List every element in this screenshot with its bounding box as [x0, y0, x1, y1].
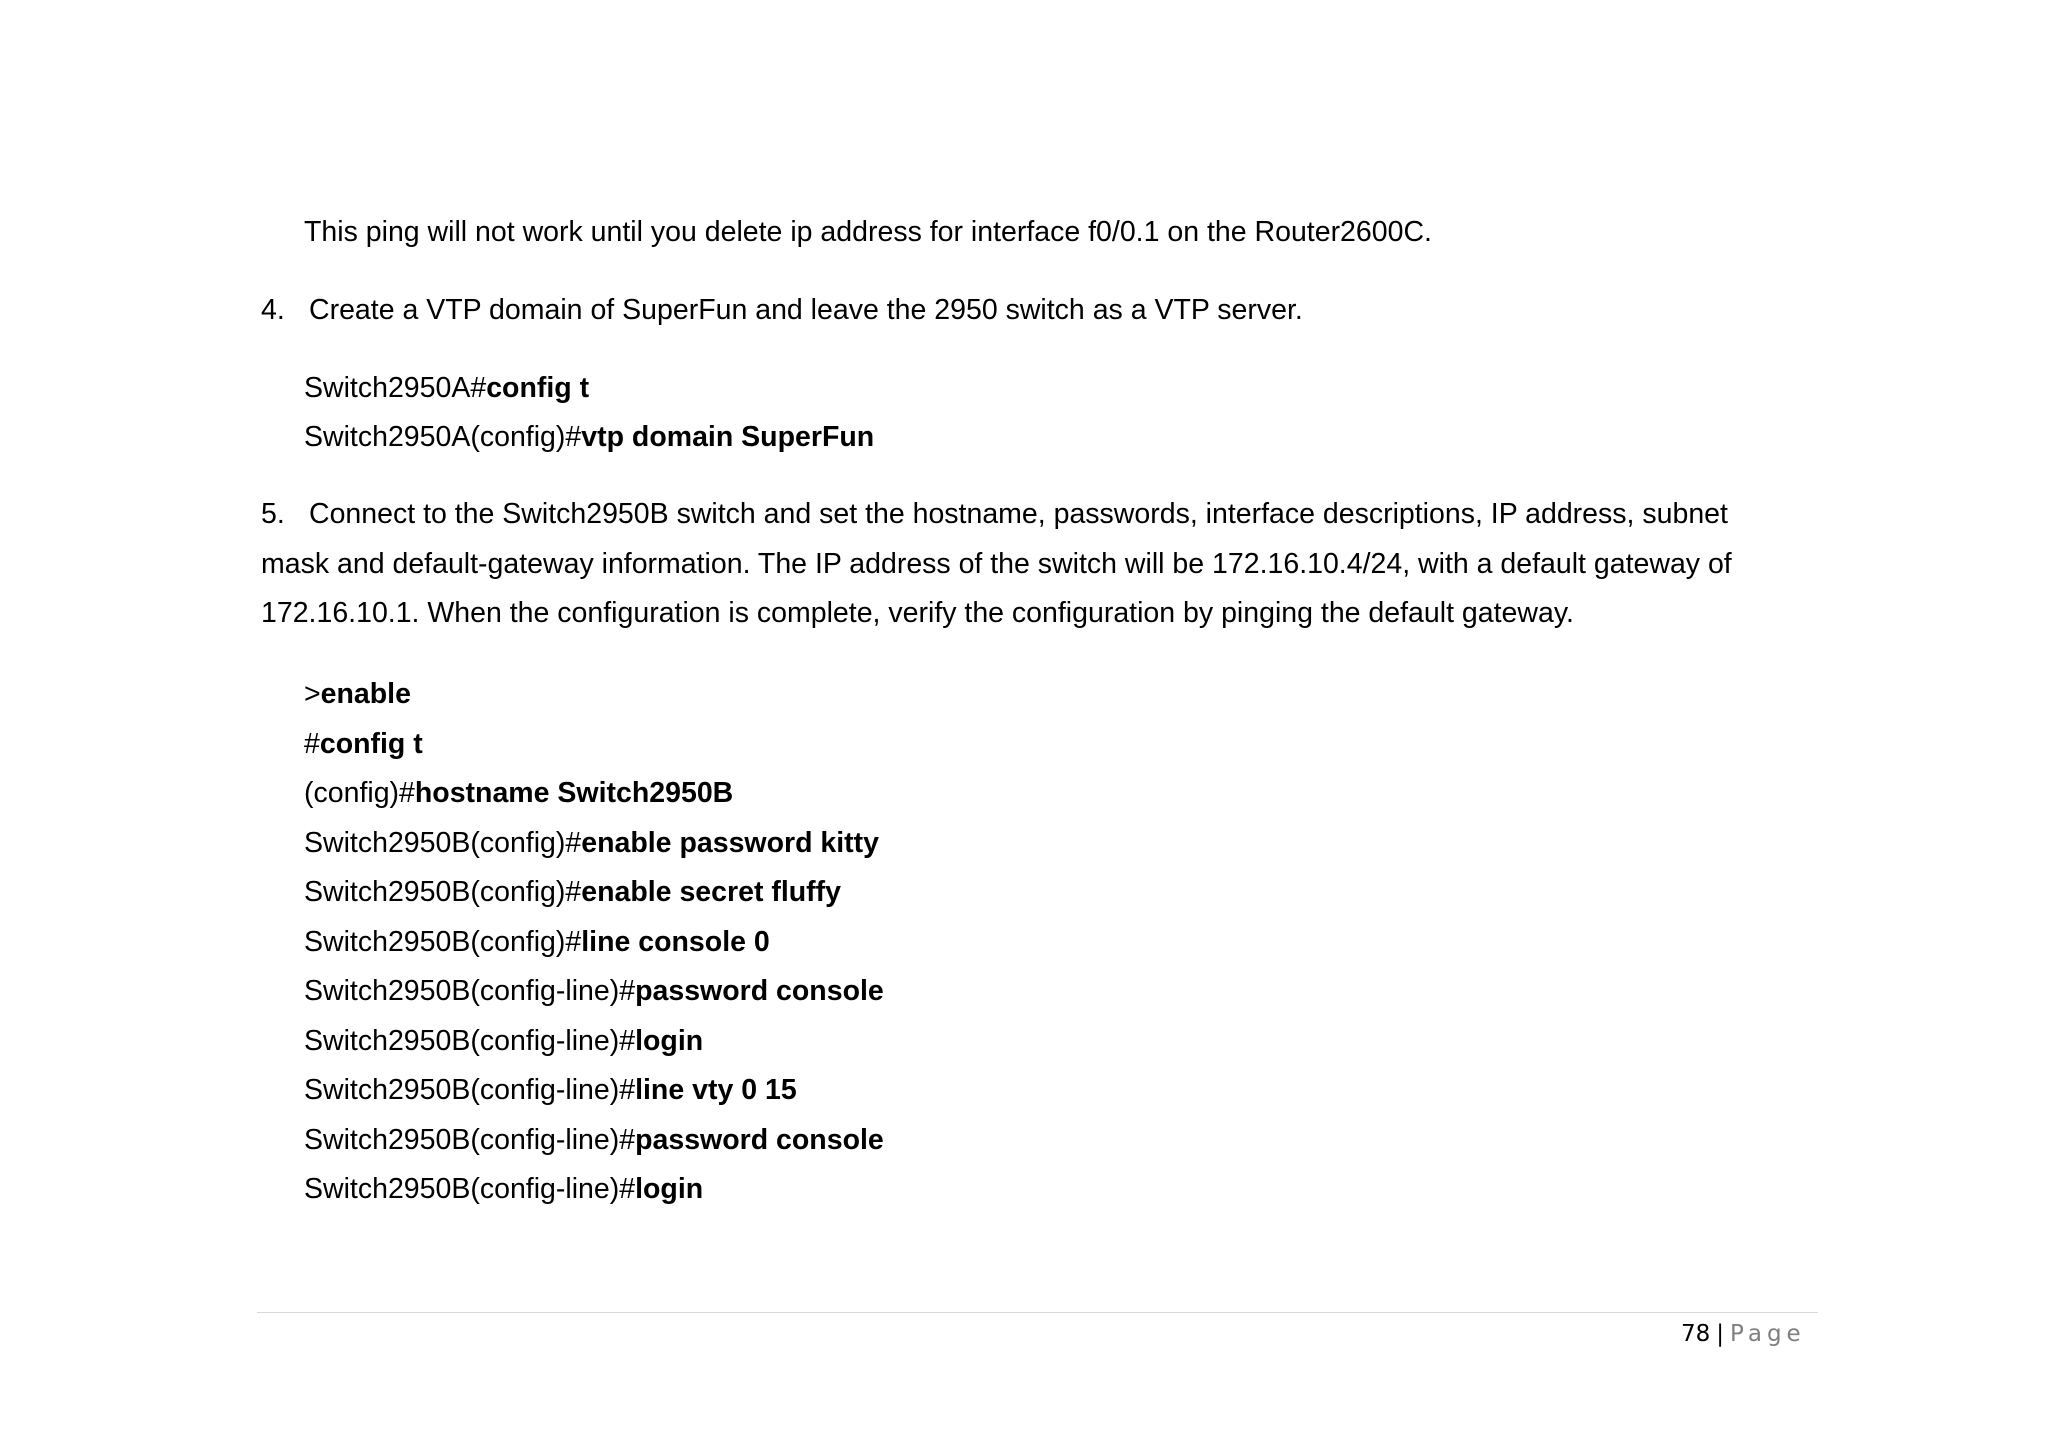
command-text: login — [635, 1173, 704, 1205]
step-5-number: 5. — [261, 498, 285, 530]
command-text: line vty 0 15 — [635, 1074, 797, 1106]
command-line — [304, 825, 879, 861]
command-line — [304, 874, 841, 910]
command-prompt: # — [304, 728, 320, 760]
command-line — [304, 1171, 703, 1207]
command-text: hostname Switch2950B — [414, 777, 734, 809]
footer-divider — [257, 1312, 1818, 1313]
command-prompt: Switch2950B(config-line)# — [304, 1173, 636, 1205]
command-text: vtp domain SuperFun — [581, 421, 875, 453]
command-prompt: (config)# — [304, 777, 415, 809]
command-text: enable password kitty — [581, 827, 880, 859]
command-text: config t — [486, 372, 590, 404]
footer-separator: | — [1716, 1321, 1725, 1347]
command-line — [304, 973, 884, 1009]
command-prompt: Switch2950B(config)# — [304, 926, 582, 958]
page-label: Page — [1730, 1321, 1806, 1347]
command-prompt: Switch2950B(config-line)# — [304, 975, 636, 1007]
command-prompt: Switch2950B(config)# — [304, 876, 582, 908]
command-prompt: Switch2950A(config)# — [304, 421, 582, 453]
command-line — [304, 924, 770, 960]
step-5 — [261, 490, 1761, 639]
step-4-number: 4. — [261, 294, 285, 326]
page-footer — [1681, 1318, 1806, 1350]
command-text: enable — [320, 678, 411, 710]
command-text: enable secret fluffy — [581, 876, 842, 908]
command-line — [304, 370, 589, 406]
command-text: password console — [635, 1124, 884, 1156]
command-text: line console 0 — [581, 926, 770, 958]
command-prompt: Switch2950A# — [304, 372, 487, 404]
command-prompt: Switch2950B(config-line)# — [304, 1074, 636, 1106]
command-text: login — [635, 1025, 704, 1057]
command-line — [304, 1072, 797, 1108]
step-4 — [261, 292, 1303, 328]
intro-line: This ping will not work until you delete ip address for interface f0/0.1 on the Router2600C. — [304, 216, 1432, 248]
command-line — [304, 775, 733, 811]
step-4-text: Create a VTP domain of SuperFun and leave the 2950 switch as a VTP server. — [309, 294, 1303, 326]
page-number: 78 — [1681, 1321, 1711, 1347]
command-line — [304, 676, 411, 712]
step-5-text: Connect to the Switch2950B switch and set the hostname, passwords, interface descriptions, IP address, subnet mask and default-gateway information. The IP address of the switch will be 172.16.10.4/24, with a default gateway of 172.16.10.1. When the configuration is complete, verify the configuration by pinging the default gateway. — [261, 498, 1732, 629]
command-line — [304, 1122, 884, 1158]
command-line — [304, 419, 874, 455]
command-text: config t — [319, 728, 423, 760]
command-prompt: Switch2950B(config)# — [304, 827, 582, 859]
command-prompt: Switch2950B(config-line)# — [304, 1124, 636, 1156]
command-text: password console — [635, 975, 884, 1007]
command-prompt: > — [304, 678, 321, 710]
command-prompt: Switch2950B(config-line)# — [304, 1025, 636, 1057]
command-line — [304, 1023, 703, 1059]
command-line — [304, 726, 423, 762]
